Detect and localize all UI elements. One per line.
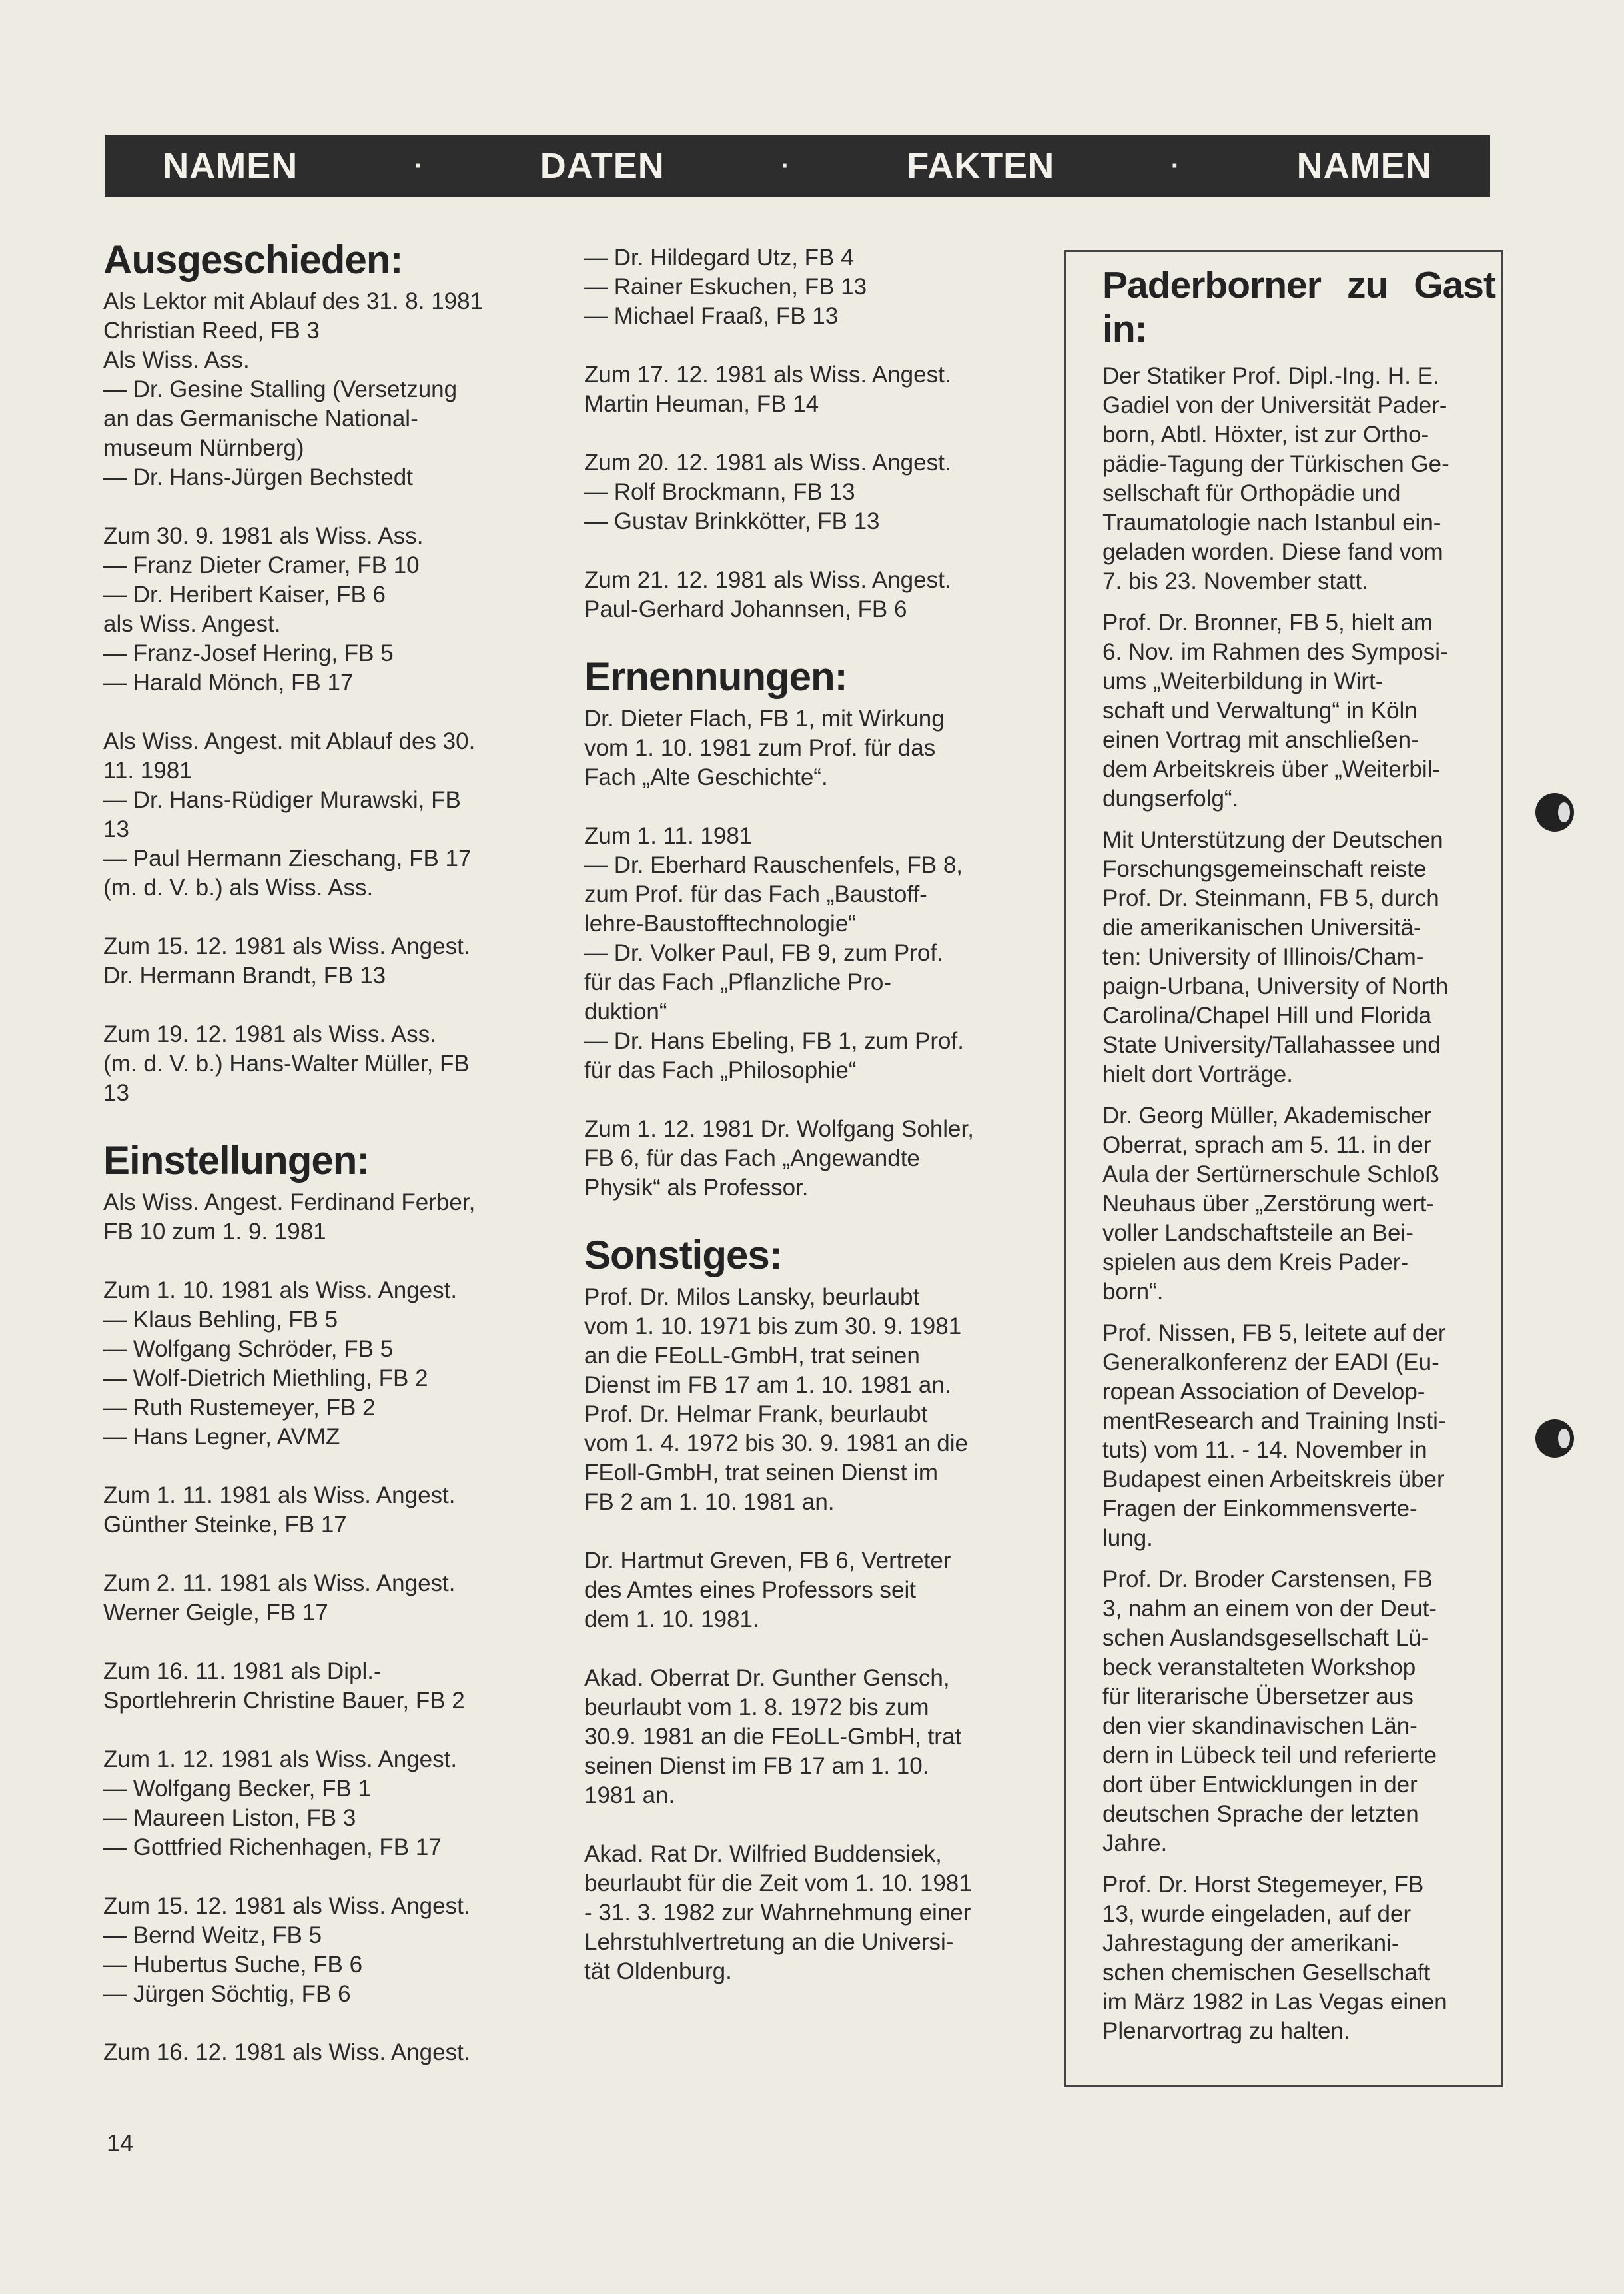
text-line: schen Auslandsgesellschaft Lü- — [1102, 1625, 1429, 1651]
text-block — [103, 522, 530, 698]
text-line: — Dr. Heribert Kaiser, FB 6 — [103, 582, 386, 608]
text-line: — Michael Fraaß, FB 13 — [584, 303, 839, 329]
text-line: Generalkonferenz der EADI (Eu- — [1102, 1349, 1439, 1375]
column-3 — [1102, 263, 1495, 2058]
text-line: sellschaft für Orthopädie und — [1102, 480, 1401, 506]
text-line: Zum 21. 12. 1981 als Wiss. Angest. — [584, 567, 951, 593]
text-line: 1981 an. — [584, 1782, 675, 1808]
text-block — [1102, 1565, 1495, 1858]
text-line: seinen Dienst im FB 17 am 1. 10. — [584, 1753, 929, 1779]
text-line: Dr. Hermann Brandt, FB 13 — [103, 963, 386, 989]
text-line: born, Abtl. Höxter, ist zur Ortho- — [1102, 422, 1429, 448]
heading-paderborner-zu-gast: Paderborner zu Gast in: — [1102, 264, 1495, 350]
text-line: Jahrestagung der amerikani- — [1102, 1930, 1400, 1956]
text-line: die amerikanischen Universitä- — [1102, 915, 1421, 941]
banner-item-fakten: FAKTEN — [907, 146, 1055, 186]
banner-item-daten: DATEN — [540, 146, 665, 186]
punch-hole-icon — [1535, 1419, 1574, 1458]
text-line: Sportlehrerin Christine Bauer, FB 2 — [103, 1688, 465, 1714]
banner-item-namen: NAMEN — [163, 146, 298, 186]
text-line: beurlaubt für die Zeit vom 1. 10. 1981 — [584, 1870, 972, 1896]
text-block — [584, 448, 1017, 536]
text-line: Dr. Hartmut Greven, FB 6, Vertreter — [584, 1548, 951, 1574]
text-line: — Hubertus Suche, FB 6 — [103, 1952, 363, 1978]
text-line: Als Wiss. Angest. mit Ablauf des 30. — [103, 728, 476, 754]
text-line: Der Statiker Prof. Dipl.-Ing. H. E. — [1102, 363, 1439, 389]
text-block — [584, 243, 1017, 331]
text-line: Mit Unterstützung der Deutschen — [1102, 827, 1443, 853]
ernennungen-list — [584, 704, 1017, 1203]
text-line: tuts) vom 11. - 14. November in — [1102, 1437, 1427, 1463]
text-line: — Dr. Volker Paul, FB 9, zum Prof. — [584, 940, 943, 966]
text-line: 11. 1981 — [103, 758, 193, 784]
text-block — [1102, 608, 1495, 814]
text-line: geladen worden. Diese fand vom — [1102, 539, 1443, 565]
text-line: für das Fach „Philosophie“ — [584, 1057, 857, 1083]
text-line: Zum 30. 9. 1981 als Wiss. Ass. — [103, 523, 424, 549]
text-line: FB 10 zum 1. 9. 1981 — [103, 1219, 326, 1245]
heading-ernennungen: Ernennungen: — [584, 654, 847, 699]
text-line: vom 1. 4. 1972 bis 30. 9. 1981 an die — [584, 1431, 968, 1456]
text-line: an die FEoLL-GmbH, trat seinen — [584, 1343, 920, 1369]
banner-separator: · — [781, 151, 791, 181]
heading-einstellungen: Einstellungen: — [103, 1138, 370, 1183]
text-block — [584, 1115, 1017, 1203]
text-line: — Wolf-Dietrich Miethling, FB 2 — [103, 1365, 428, 1391]
text-line: Zum 1. 12. 1981 Dr. Wolfgang Sohler, — [584, 1116, 974, 1142]
text-block — [584, 1664, 1017, 1810]
text-line: des Amtes eines Professors seit — [584, 1577, 916, 1603]
text-line: (m. d. V. b.) als Wiss. Ass. — [103, 875, 374, 901]
text-line: für literarische Übersetzer aus — [1102, 1684, 1414, 1710]
text-block — [103, 1276, 530, 1452]
gast-paragraphs — [1102, 362, 1495, 2046]
text-line: Zum 1. 10. 1981 als Wiss. Angest. — [103, 1277, 458, 1303]
text-line: — Jürgen Söchtig, FB 6 — [103, 1981, 351, 2007]
text-line: lung. — [1102, 1525, 1153, 1551]
text-line: den vier skandinavischen Län- — [1102, 1713, 1418, 1739]
text-line: — Ruth Rustemeyer, FB 2 — [103, 1395, 376, 1421]
banner-separator: · — [1170, 151, 1181, 181]
text-block — [584, 566, 1017, 624]
heading-sonstiges: Sonstiges: — [584, 1233, 782, 1277]
text-line: Gadiel von der Universität Pader- — [1102, 392, 1447, 418]
text-line: hielt dort Vorträge. — [1102, 1061, 1293, 1087]
text-block — [1102, 362, 1495, 596]
text-line: lehre-Baustofftechnologie“ — [584, 911, 856, 937]
text-line: — Dr. Gesine Stalling (Versetzung — [103, 376, 458, 402]
text-block — [103, 1020, 530, 1108]
text-line: dem Arbeitskreis über „Weiterbil- — [1102, 756, 1441, 782]
text-line: — Franz Dieter Cramer, FB 10 — [103, 552, 420, 578]
text-line: Werner Geigle, FB 17 — [103, 1600, 328, 1626]
text-line: — Rolf Brockmann, FB 13 — [584, 479, 855, 505]
text-line: — Dr. Hildegard Utz, FB 4 — [584, 245, 854, 271]
text-line: FB 6, für das Fach „Angewandte — [584, 1145, 920, 1171]
text-line: — Harald Mönch, FB 17 — [103, 670, 354, 696]
text-line: Als Lektor mit Ablauf des 31. 8. 1981 — [103, 288, 484, 314]
text-line: Christian Reed, FB 3 — [103, 318, 320, 344]
text-line: — Dr. Hans-Jürgen Bechstedt — [103, 464, 413, 490]
text-block — [584, 360, 1017, 419]
text-line: — Klaus Behling, FB 5 — [103, 1307, 338, 1333]
text-line: Zum 15. 12. 1981 als Wiss. Angest. — [103, 1893, 470, 1919]
text-line: Aula der Sertürnerschule Schloß — [1102, 1161, 1439, 1187]
column-1 — [103, 237, 530, 2097]
text-line: — Maureen Liston, FB 3 — [103, 1805, 356, 1831]
text-line: einen Vortrag mit anschließen- — [1102, 727, 1419, 753]
text-line: — Franz-Josef Hering, FB 5 — [103, 640, 394, 666]
text-line: 3, nahm an einem von der Deut- — [1102, 1596, 1437, 1622]
text-line: — Paul Hermann Zieschang, FB 17 — [103, 846, 472, 871]
text-line: Prof. Dr. Helmar Frank, beurlaubt — [584, 1401, 928, 1427]
text-line: museum Nürnberg) — [103, 435, 304, 461]
text-line: tät Oldenburg. — [584, 1958, 732, 1984]
text-line: Prof. Dr. Broder Carstensen, FB — [1102, 1566, 1433, 1592]
text-block — [584, 704, 1017, 792]
text-line: FEoll-GmbH, trat seinen Dienst im — [584, 1460, 938, 1486]
text-line: (m. d. V. b.) Hans-Walter Müller, FB — [103, 1051, 470, 1077]
section-banner — [105, 135, 1490, 197]
text-line: 30.9. 1981 an die FEoLL-GmbH, trat — [584, 1724, 962, 1750]
text-line: Zum 1. 11. 1981 als Wiss. Angest. — [103, 1482, 456, 1508]
text-line: State University/Tallahassee und — [1102, 1032, 1441, 1058]
continued-list — [584, 243, 1017, 624]
text-block — [103, 2038, 530, 2067]
text-line: im März 1982 in Las Vegas einen — [1102, 1989, 1447, 2015]
text-line: Traumatologie nach Istanbul ein- — [1102, 510, 1441, 536]
sonstiges-list — [584, 1283, 1017, 1986]
text-line: ropean Association of Develop- — [1102, 1379, 1425, 1405]
text-line: Als Wiss. Angest. Ferdinand Ferber, — [103, 1189, 476, 1215]
text-line: Zum 1. 11. 1981 — [584, 823, 753, 849]
text-line: 13 — [103, 816, 129, 842]
text-block — [584, 822, 1017, 1085]
text-line: — Gottfried Richenhagen, FB 17 — [103, 1834, 442, 1860]
text-line: — Bernd Weitz, FB 5 — [103, 1922, 322, 1948]
text-block — [103, 1481, 530, 1540]
text-line: Dr. Dieter Flach, FB 1, mit Wirkung — [584, 706, 945, 732]
text-line: Zum 1. 12. 1981 als Wiss. Angest. — [103, 1746, 458, 1772]
text-line: Als Wiss. Ass. — [103, 347, 250, 373]
ausgeschieden-list — [103, 287, 530, 1108]
text-line: Zum 17. 12. 1981 als Wiss. Angest. — [584, 362, 951, 388]
text-line: voller Landschaftsteile an Bei- — [1102, 1220, 1414, 1246]
text-line: duktion“ — [584, 999, 667, 1025]
text-line: Fach „Alte Geschichte“. — [584, 764, 828, 790]
text-line: beck veranstalteten Workshop — [1102, 1654, 1416, 1680]
text-block — [584, 1283, 1017, 1517]
text-line: — Hans Legner, AVMZ — [103, 1424, 340, 1450]
text-line: — Rainer Eskuchen, FB 13 — [584, 274, 867, 300]
text-line: Fragen der Einkommensverte- — [1102, 1496, 1418, 1522]
text-block — [1102, 1870, 1495, 2046]
text-block — [103, 1657, 530, 1716]
text-line: Akad. Oberrat Dr. Gunther Gensch, — [584, 1665, 950, 1691]
text-line: Prof. Nissen, FB 5, leitete auf der — [1102, 1320, 1446, 1346]
text-line: Budapest einen Arbeitskreis über — [1102, 1466, 1445, 1492]
text-line: Akad. Rat Dr. Wilfried Buddensiek, — [584, 1841, 942, 1867]
text-line: mentResearch and Training Insti- — [1102, 1408, 1446, 1434]
text-line: dern in Lübeck teil und referierte — [1102, 1742, 1437, 1768]
text-line: deutschen Sprache der letzten — [1102, 1801, 1419, 1827]
column-2 — [584, 243, 1017, 2015]
text-block — [103, 1745, 530, 1862]
text-line: Dr. Georg Müller, Akademischer — [1102, 1103, 1432, 1129]
banner-separator: · — [414, 151, 424, 181]
text-line: Zum 2. 11. 1981 als Wiss. Angest. — [103, 1570, 456, 1596]
text-line: — Gustav Brinkkötter, FB 13 — [584, 508, 880, 534]
text-line: Dienst im FB 17 am 1. 10. 1981 an. — [584, 1372, 951, 1398]
text-line: dort über Entwicklungen in der — [1102, 1772, 1418, 1798]
text-line: Prof. Dr. Horst Stegemeyer, FB — [1102, 1872, 1424, 1898]
text-line: — Wolfgang Schröder, FB 5 — [103, 1336, 394, 1362]
text-line: 13, wurde eingeladen, auf der — [1102, 1901, 1412, 1927]
text-block — [103, 932, 530, 991]
heading-ausgeschieden: Ausgeschieden: — [103, 237, 403, 282]
text-line: born“. — [1102, 1279, 1164, 1305]
text-line: beurlaubt vom 1. 8. 1972 bis zum — [584, 1694, 929, 1720]
text-line: Forschungsgemeinschaft reiste — [1102, 856, 1427, 882]
text-line: schen chemischen Gesellschaft — [1102, 1960, 1431, 1986]
text-line: FB 2 am 1. 10. 1981 an. — [584, 1489, 835, 1515]
text-line: Zum 19. 12. 1981 als Wiss. Ass. — [103, 1021, 436, 1047]
text-line: spielen aus dem Kreis Pader- — [1102, 1249, 1409, 1275]
text-block — [103, 1188, 530, 1247]
page-number: 14 — [107, 2129, 134, 2157]
text-line: an das Germanische National- — [103, 406, 418, 432]
text-line: - 31. 3. 1982 zur Wahrnehmung einer — [584, 1900, 971, 1926]
text-line: Prof. Dr. Steinmann, FB 5, durch — [1102, 885, 1439, 911]
text-line: — Dr. Eberhard Rauschenfels, FB 8, — [584, 852, 963, 878]
text-line: Lehrstuhlvertretung an die Universi- — [584, 1929, 954, 1955]
text-line: Prof. Dr. Bronner, FB 5, hielt am — [1102, 610, 1433, 636]
text-line: — Dr. Hans Ebeling, FB 1, zum Prof. — [584, 1028, 964, 1054]
text-block — [103, 1569, 530, 1628]
text-line: 13 — [103, 1080, 129, 1106]
text-block — [1102, 826, 1495, 1089]
text-line: Günther Steinke, FB 17 — [103, 1512, 347, 1538]
text-line: Zum 16. 12. 1981 als Wiss. Angest. — [103, 2039, 470, 2065]
text-line: Paul-Gerhard Johannsen, FB 6 — [584, 596, 907, 622]
text-line: vom 1. 10. 1971 bis zum 30. 9. 1981 — [584, 1313, 962, 1339]
text-line: als Wiss. Angest. — [103, 611, 281, 637]
einstellungen-list — [103, 1188, 530, 2067]
punch-hole-icon — [1535, 793, 1574, 832]
text-line: — Dr. Hans-Rüdiger Murawski, FB — [103, 787, 461, 813]
text-line: 6. Nov. im Rahmen des Symposi- — [1102, 639, 1448, 665]
text-line: Carolina/Chapel Hill und Florida — [1102, 1003, 1432, 1029]
text-line: — Wolfgang Becker, FB 1 — [103, 1776, 372, 1802]
text-line: Plenarvortrag zu halten. — [1102, 2018, 1350, 2044]
text-line: Neuhaus über „Zerstörung wert- — [1102, 1191, 1434, 1217]
text-line: Jahre. — [1102, 1830, 1168, 1856]
text-line: Oberrat, sprach am 5. 11. in der — [1102, 1132, 1431, 1158]
text-block — [1102, 1319, 1495, 1553]
text-block — [103, 727, 530, 903]
text-block — [584, 1546, 1017, 1634]
banner-item-namen-2: NAMEN — [1296, 146, 1432, 186]
text-line: Martin Heuman, FB 14 — [584, 391, 819, 417]
text-line: Zum 16. 11. 1981 als Dipl.- — [103, 1658, 382, 1684]
text-line: 7. bis 23. November statt. — [1102, 568, 1368, 594]
text-line: Physik“ als Professor. — [584, 1175, 809, 1201]
text-line: Prof. Dr. Milos Lansky, beurlaubt — [584, 1284, 920, 1310]
text-line: dungserfolg“. — [1102, 786, 1239, 812]
text-line: ums „Weiterbildung in Wirt- — [1102, 668, 1384, 694]
text-line: schaft und Verwaltung“ in Köln — [1102, 698, 1418, 724]
text-block — [103, 287, 530, 492]
text-line: Zum 20. 12. 1981 als Wiss. Angest. — [584, 450, 951, 476]
text-line: Zum 15. 12. 1981 als Wiss. Angest. — [103, 933, 470, 959]
text-line: vom 1. 10. 1981 zum Prof. für das — [584, 735, 936, 761]
text-block — [1102, 1101, 1495, 1307]
text-line: zum Prof. für das Fach „Baustoff- — [584, 881, 927, 907]
text-block — [584, 1840, 1017, 1986]
text-line: paign-Urbana, University of North — [1102, 973, 1449, 999]
text-line: pädie-Tagung der Türkischen Ge- — [1102, 451, 1449, 477]
text-block — [103, 1892, 530, 2009]
text-line: dem 1. 10. 1981. — [584, 1606, 759, 1632]
text-line: ten: University of Illinois/Cham- — [1102, 944, 1424, 970]
text-line: für das Fach „Pflanzliche Pro- — [584, 969, 892, 995]
